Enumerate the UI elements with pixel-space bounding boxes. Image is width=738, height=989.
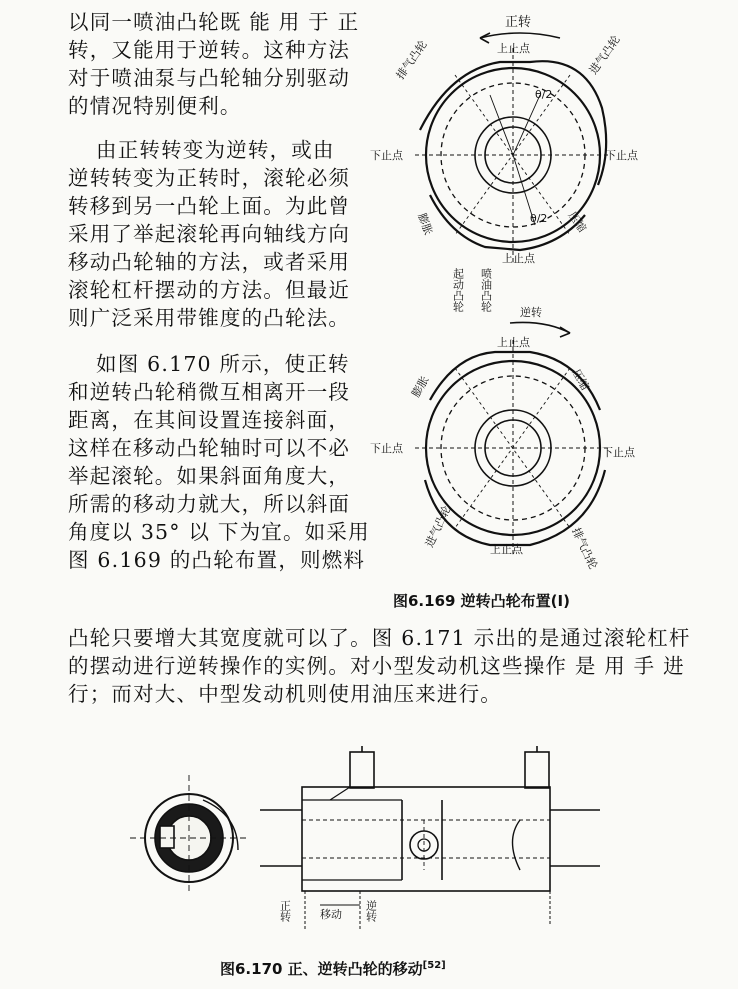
figure-6-170-reference: [52] (422, 960, 446, 971)
label-move: 移动 (320, 908, 342, 921)
text-line: 以同一喷油凸轮既 能 用 于 正 (68, 10, 360, 34)
text-line: 距离，在其间设置连接斜面， (68, 408, 351, 432)
label-intake-cam: 进气凸轮 (422, 503, 454, 550)
text-line: 由正转转变为逆转，或由 (96, 138, 335, 162)
label-forward: 正转 (505, 15, 532, 30)
label-intake-cam: 进气凸轮 (586, 33, 623, 77)
text-line: 采用了举起滚轮再向轴线方向 (68, 222, 351, 246)
text-line: 滚轮杠杆摆动的方法。但最近 (68, 278, 351, 302)
figure-6-170-caption-text: 图6.170 正、逆转凸轮的移动 (220, 960, 423, 978)
text-line: 图 6.169 的凸轮布置，则燃料 (68, 548, 366, 572)
text-line: 如图 6.170 所示，使正转 (96, 352, 350, 376)
text-line: 的摆动进行逆转操作的实例。对小型发动机这些操作 是 用 手 进 (68, 654, 685, 678)
text-line: 凸轮只要增大其宽度就可以了。图 6.171 示出的是通过滚轮杠杆 (68, 626, 691, 650)
label-angle-lower: θ/2 (530, 212, 548, 225)
text-line: 则广泛采用带锥度的凸轮法。 (68, 306, 351, 330)
figure-6-170-caption (220, 958, 446, 979)
text-line: 和逆转凸轮稍微互相离开一段 (68, 380, 351, 404)
text-line: 移动凸轮轴的方法，或者采用 (68, 250, 351, 274)
label-reverse: 逆转 (364, 900, 378, 922)
label-tdc-bottom: 上止点 (490, 543, 523, 556)
rotation-arrow-forward (480, 33, 560, 38)
text-line: 逆转转变为正转时，滚轮必须 (68, 166, 351, 190)
label-exhaust-cam: 排气凸轮 (569, 525, 600, 572)
label-angle-upper: θ/2 (535, 88, 553, 101)
label-injection-cam: 喷油凸轮 (479, 268, 493, 312)
label-reverse: 逆转 (520, 306, 542, 319)
label-compression: 压缩 (565, 209, 589, 235)
text-line: 这样在移动凸轮轴时可以不必 (68, 436, 351, 460)
text-line: 所需的移动力就大，所以斜面 (68, 492, 351, 516)
label-bdc-left: 下止点 (370, 442, 403, 455)
label-forward: 正转 (278, 900, 292, 922)
label-bdc-right: 下止点 (602, 446, 635, 459)
roller-left (350, 752, 374, 788)
label-starting-cam: 起动凸轮 (451, 268, 465, 312)
text-line: 转移到另一凸轮上面。为此曾 (68, 194, 351, 218)
text-line: 转，又能用于逆转。这种方法 (68, 38, 351, 62)
label-exhaust-cam: 排气凸轮 (393, 38, 430, 82)
label-compression: 压缩 (569, 367, 592, 393)
roller-right (525, 752, 549, 788)
label-expansion: 膨胀 (415, 211, 435, 237)
label-tdc-bottom: 上止点 (502, 252, 535, 265)
label-bdc-right: 下止点 (605, 149, 638, 162)
label-tdc-top: 上止点 (497, 336, 530, 349)
label-expansion: 膨胀 (409, 373, 432, 400)
label-tdc-top: 上止点 (497, 42, 530, 55)
text-line: 的情况特别便利。 (68, 94, 242, 118)
label-bdc-left: 下止点 (370, 149, 403, 162)
text-line: 举起滚轮。如果斜面角度大， (68, 464, 351, 488)
text-line: 对于喷油泵与凸轮轴分别驱动 (68, 66, 351, 90)
text-line: 行；而对大、中型发动机则使用油压来进行。 (68, 682, 502, 706)
figure-6-169-caption: 图6.169 逆转凸轮布置(Ⅰ) (393, 592, 570, 610)
text-line: 角度以 35° 以 下为宜。如采用 (68, 520, 370, 544)
